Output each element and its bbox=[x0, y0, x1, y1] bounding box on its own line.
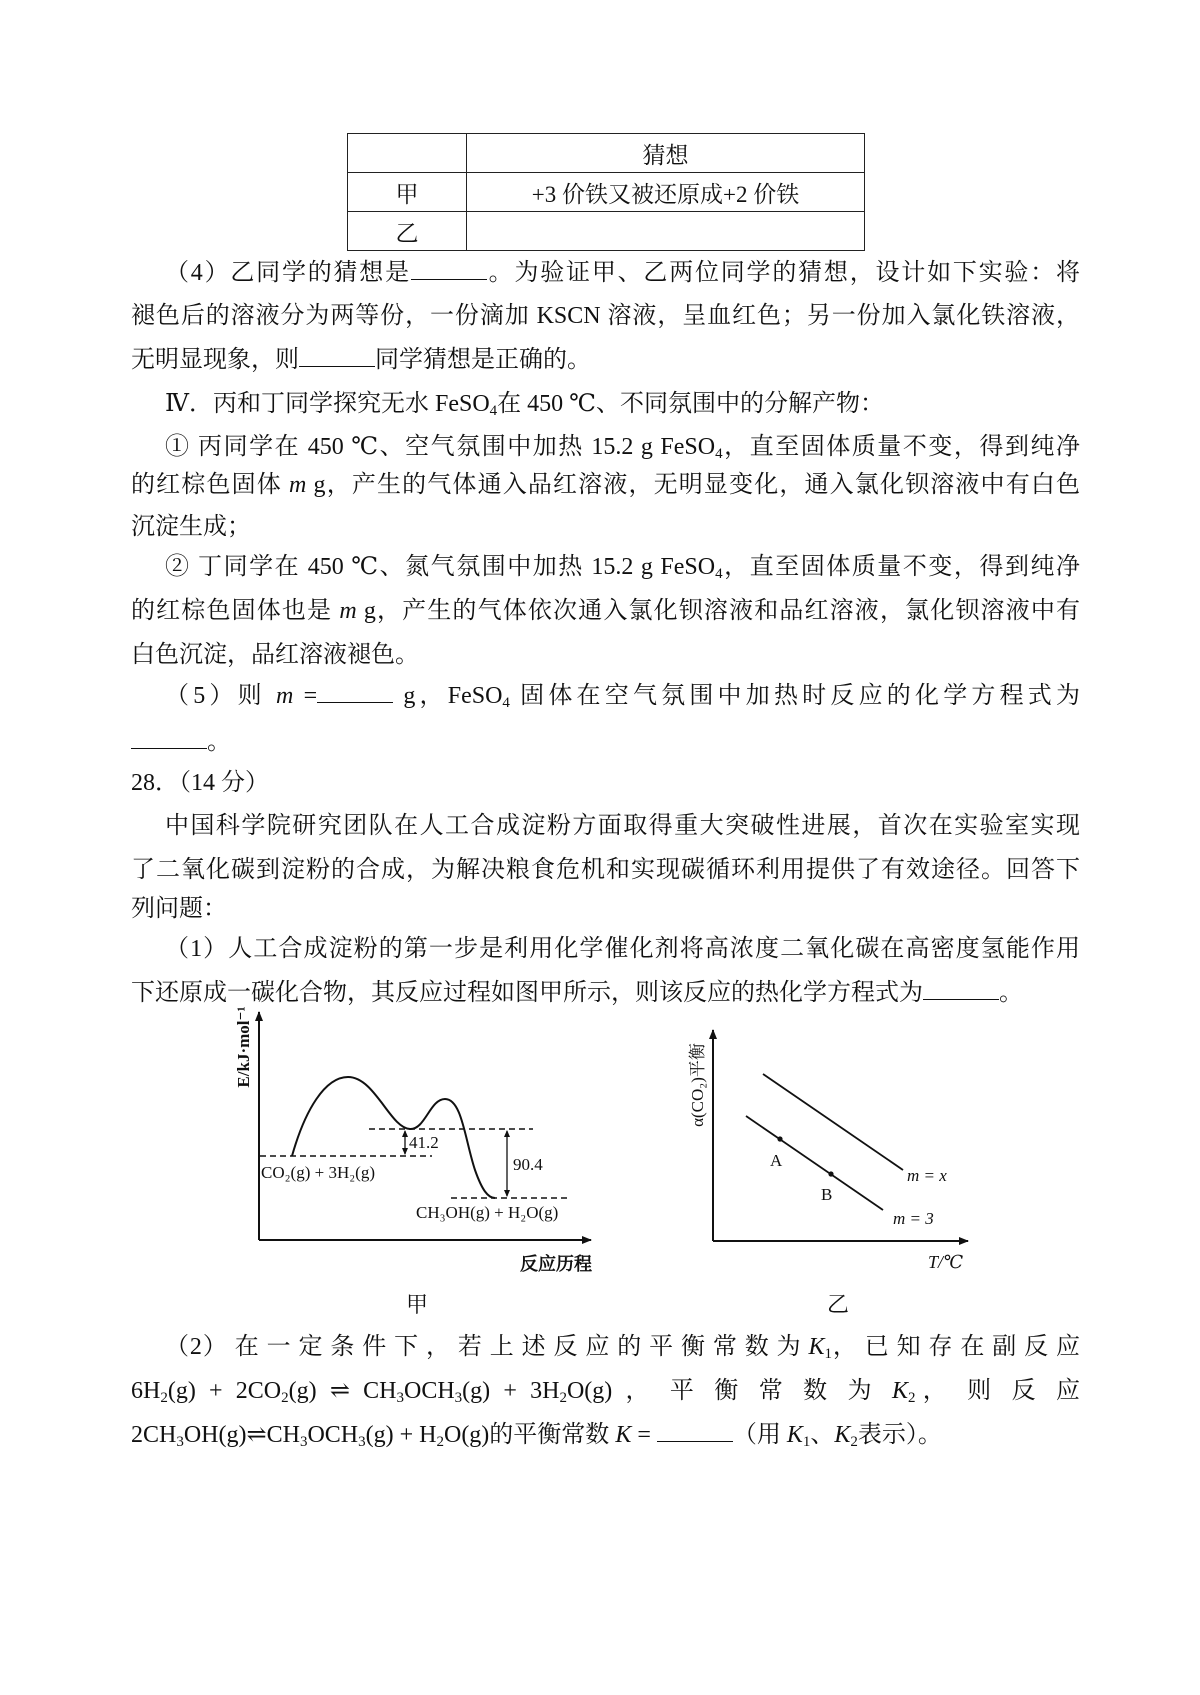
line-m-x bbox=[763, 1074, 903, 1170]
figure-caption-jia: 甲 bbox=[406, 1292, 429, 1317]
text-run: ，直至固体质量不变，得到纯净 bbox=[722, 434, 1081, 460]
text-run: （2） 在 一 定 条 件 下 ， 若 上 述 反 应 的 平 衡 常 数 为 bbox=[165, 1334, 809, 1360]
x-axis-label: 反应历程 bbox=[520, 1254, 592, 1274]
line-m-3 bbox=[746, 1116, 883, 1210]
subscript: 4 bbox=[715, 446, 723, 462]
text-run: ， 已 知 存 在 副 反 应 bbox=[831, 1334, 1081, 1360]
text-run: 的红棕色固体 bbox=[131, 472, 290, 498]
conversion-diagram bbox=[688, 1030, 968, 1272]
text-run: OCH bbox=[403, 1378, 455, 1404]
subscript: 3 bbox=[396, 1390, 404, 1406]
text-run: 2CH bbox=[131, 1422, 177, 1448]
text-run: 、 bbox=[810, 1422, 835, 1448]
text-run: O(g)的平衡常数 bbox=[443, 1422, 616, 1448]
text-run: 的红棕色固体也是 bbox=[131, 598, 340, 624]
text-run: 表示）。 bbox=[857, 1422, 942, 1448]
text-run: O(g) ， 平 衡 常 数 为 bbox=[566, 1378, 892, 1404]
text-run: g，FeSO bbox=[393, 683, 503, 709]
subscript: 1 bbox=[802, 1434, 811, 1450]
text-run: ， 则 反 应 bbox=[915, 1378, 1080, 1404]
text-run: 白色沉淀，品红溶液褪色。 bbox=[131, 642, 419, 668]
text-run: (g) + 3H bbox=[462, 1378, 560, 1404]
variable: K bbox=[892, 1378, 909, 1404]
x-axis-label: T/℃ bbox=[928, 1252, 964, 1272]
delta-label-2: 90.4 bbox=[513, 1155, 543, 1174]
subscript: 4 bbox=[489, 403, 498, 419]
subscript: 2 bbox=[908, 1390, 916, 1406]
y-axis-label: E/kJ·mol⁻¹ bbox=[234, 1006, 253, 1088]
text-run: （用 bbox=[732, 1422, 787, 1448]
text-run: 。为验证甲、乙两位同学的猜想，设计如下实验：将 bbox=[486, 260, 1081, 286]
text-run: 无明显现象，则 bbox=[131, 347, 299, 373]
variable: K bbox=[808, 1334, 825, 1360]
text-run: 列问题： bbox=[131, 896, 227, 922]
variable: m bbox=[276, 683, 294, 709]
point-b bbox=[828, 1171, 833, 1176]
text-run: 。 bbox=[999, 980, 1023, 1006]
text-run: （4）乙同学的猜想是 bbox=[165, 260, 411, 286]
subscript: 4 bbox=[502, 695, 510, 711]
subscript: 3 bbox=[358, 1434, 366, 1450]
text-run: 了二氧化碳到淀粉的合成，为解决粮食危机和实现碳循环利用提供了有效途径。回答下 bbox=[131, 857, 1080, 883]
table-cell: +3 价铁又被还原成+2 价铁 bbox=[467, 173, 865, 212]
text-run: ② 丁同学在 450 ℃、氮气氛围中加热 15.2 g FeSO bbox=[165, 554, 716, 580]
energy-diagram bbox=[234, 1006, 592, 1274]
text-run: OH(g)⇌CH bbox=[183, 1422, 300, 1448]
delta-label-1: 41.2 bbox=[409, 1133, 439, 1152]
text-run: g，产生的气体通入品红溶液，无明显变化，通入氯化钡溶液中有白色 bbox=[306, 472, 1081, 498]
subscript: 3 bbox=[454, 1390, 463, 1406]
text-run: (g) ⇌ CH bbox=[288, 1378, 397, 1404]
text-run: 沉淀生成； bbox=[131, 514, 251, 540]
text-run: 在 450 ℃、不同氛围中的分解产物： bbox=[497, 391, 885, 417]
subscript: 3 bbox=[299, 1434, 308, 1450]
text-run: = bbox=[293, 683, 318, 709]
text-run: （5）则 bbox=[165, 683, 277, 709]
figure-caption-yi: 乙 bbox=[827, 1292, 850, 1317]
text-run: (g) + 2CO bbox=[167, 1378, 282, 1404]
text-run: 6H bbox=[131, 1378, 161, 1404]
table-cell: 甲 bbox=[348, 173, 467, 212]
y-axis-label: α(CO₂)平衡 bbox=[688, 1043, 707, 1127]
point-b-label: B bbox=[821, 1185, 833, 1204]
table-cell: 乙 bbox=[348, 212, 467, 251]
text-run: Ⅳ．丙和丁同学探究无水 FeSO bbox=[165, 391, 490, 417]
subscript: 2 bbox=[436, 1434, 444, 1450]
text-run: ，直至固体质量不变，得到纯净 bbox=[722, 554, 1081, 580]
variable: K bbox=[615, 1422, 632, 1448]
point-a-label: A bbox=[770, 1151, 783, 1170]
subscript: 1 bbox=[824, 1346, 832, 1362]
subscript: 4 bbox=[715, 566, 723, 582]
point-a bbox=[777, 1136, 782, 1141]
subscript: 3 bbox=[176, 1434, 184, 1450]
products-label: CH₃OH(g) + H₂O(g) bbox=[416, 1203, 559, 1222]
subscript: 2 bbox=[850, 1434, 858, 1450]
variable: K bbox=[834, 1422, 851, 1448]
table-header-guess: 猜想 bbox=[467, 134, 865, 173]
variable: K bbox=[786, 1422, 803, 1448]
subscript: 2 bbox=[160, 1390, 168, 1406]
text-run: 。 bbox=[207, 729, 231, 755]
text-run: OCH bbox=[307, 1422, 359, 1448]
text-run: (g) + H bbox=[365, 1422, 437, 1448]
text-run: 固体在空气氛围中加热时反应的化学方程式为 bbox=[509, 683, 1081, 709]
reactants-label: CO₂(g) + 3H₂(g) bbox=[261, 1163, 375, 1182]
subscript: 2 bbox=[559, 1390, 567, 1406]
line-m-x-label: m = x bbox=[907, 1166, 947, 1185]
subscript: 2 bbox=[281, 1390, 289, 1406]
text-run: = bbox=[631, 1422, 657, 1448]
variable: m bbox=[339, 598, 357, 624]
text-run: 褪色后的溶液分为两等份，一份滴加 KSCN 溶液，呈血红色；另一份加入氯化铁溶液， bbox=[131, 303, 1080, 329]
text-run: ① 丙同学在 450 ℃、空气氛围中加热 15.2 g FeSO bbox=[165, 434, 716, 460]
text-run: 下还原成一碳化合物，其反应过程如图甲所示，则该反应的热化学方程式为 bbox=[131, 980, 923, 1006]
text-run: 28．（14 分） bbox=[131, 770, 269, 796]
text-run: 中国科学院研究团队在人工合成淀粉方面取得重大突破性进展，首次在实验室实现 bbox=[165, 813, 1080, 839]
text-run: g，产生的气体依次通入氯化钡溶液和品红溶液，氯化钡溶液中有 bbox=[356, 598, 1081, 624]
text-run: （1）人工合成淀粉的第一步是利用化学催化剂将高浓度二氧化碳在高密度氢能作用 bbox=[165, 936, 1080, 962]
variable: m bbox=[289, 472, 307, 498]
line-m-3-label: m = 3 bbox=[893, 1209, 934, 1228]
text-run: 同学猜想是正确的。 bbox=[375, 347, 591, 373]
